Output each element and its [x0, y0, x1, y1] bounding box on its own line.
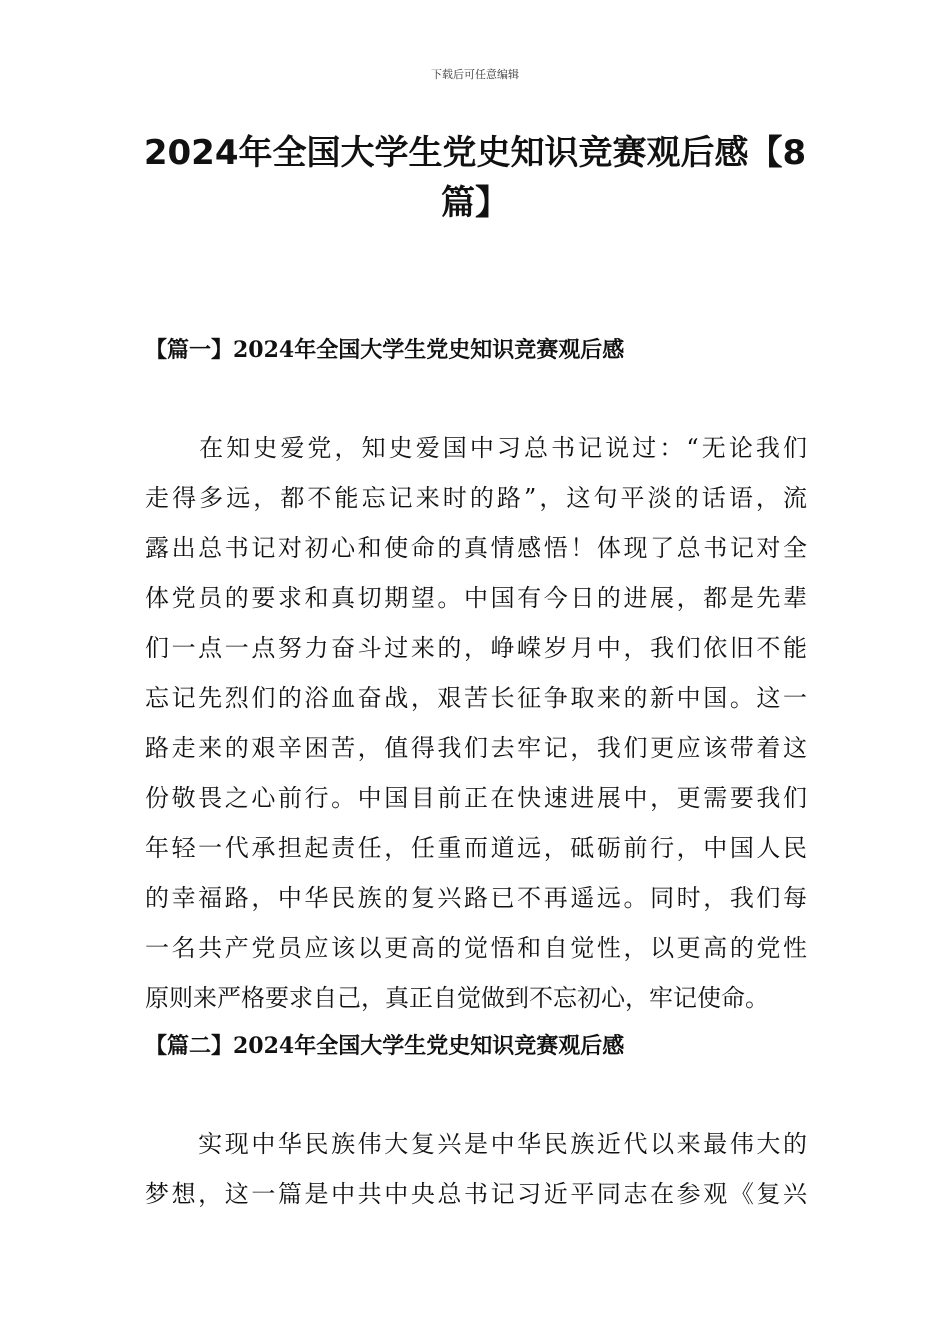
paragraph-line: 的幸福路，中华民族的复兴路已不再遥远。同时，我们每	[145, 884, 807, 912]
paragraph-line: 们一点一点努力奋斗过来的，峥嵘岁月中，我们依旧不能	[145, 634, 807, 662]
paragraph-line: 年轻一代承担起责任，任重而道远，砥砺前行，中国人民	[145, 834, 807, 862]
header-note: 下载后可任意编辑	[431, 68, 519, 81]
section-2-paragraph	[145, 1119, 807, 1219]
section-1-paragraph	[145, 423, 807, 1023]
paragraph-line: 忘记先烈们的浴血奋战，艰苦长征争取来的新中国。这一	[145, 684, 807, 712]
paragraph-line: 原则来严格要求自己，真正自觉做到不忘初心，牢记使命。	[145, 984, 769, 1012]
paragraph-line: 在知史爱党，知史爱国中习总书记说过：“无论我们	[145, 434, 807, 462]
paragraph-line: 一名共产党员应该以更高的觉悟和自觉性，以更高的党性	[145, 934, 807, 962]
paragraph-line: 梦想，这一篇是中共中央总书记习近平同志在参观《复兴	[145, 1180, 807, 1208]
paragraph-line: 露出总书记对初心和使命的真情感悟！体现了总书记对全	[145, 534, 807, 562]
paragraph-line: 实现中华民族伟大复兴是中华民族近代以来最伟大的	[145, 1130, 807, 1158]
paragraph-line: 体党员的要求和真切期望。中国有今日的进展，都是先辈	[145, 584, 807, 612]
document-title-line-2: 篇】	[441, 183, 509, 223]
paragraph-line: 路走来的艰辛困苦，值得我们去牢记，我们更应该带着这	[145, 734, 807, 762]
paragraph-line: 走得多远，都不能忘记来时的路”，这句平淡的话语，流	[145, 484, 807, 512]
document-title	[130, 128, 820, 228]
document-title-line-1: 2024年全国大学生党史知识竞赛观后感【8	[143, 133, 807, 173]
section-heading-1: 【篇一】2024年全国大学生党史知识竞赛观后感	[145, 337, 625, 363]
section-heading-2: 【篇二】2024年全国大学生党史知识竞赛观后感	[145, 1033, 625, 1059]
paragraph-line: 份敬畏之心前行。中国目前正在快速进展中，更需要我们	[145, 784, 807, 812]
